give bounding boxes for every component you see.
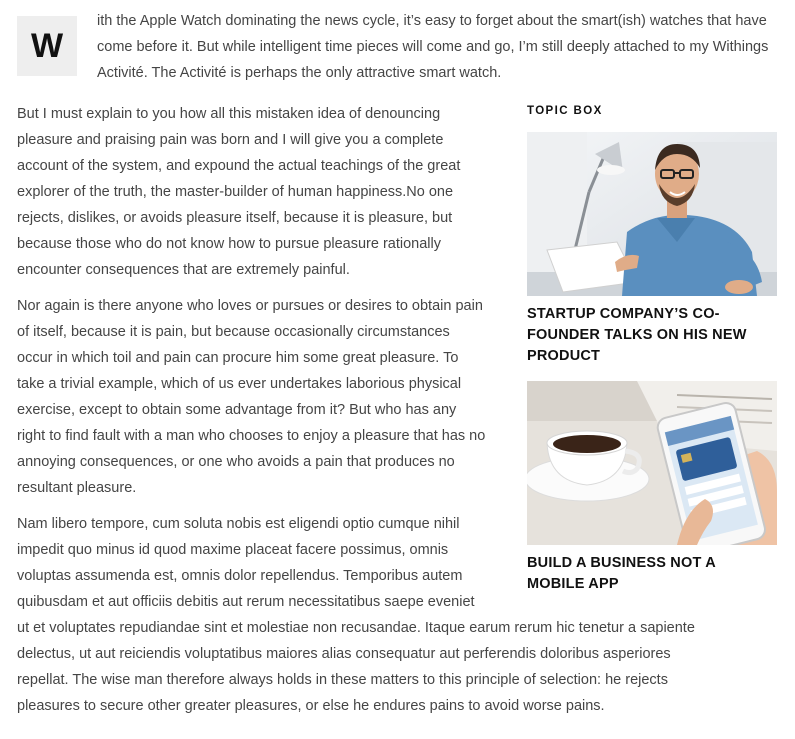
article-paragraph-3: Nam libero tempore, cum soluta nobis est eligendi optio cumque nihil impedit quo minus id quod maxime placeat facere possimus, omnis voluptas assumenda est, omnis dolor repellendus. Temporibus autem quibusdam et aut officiis debitis aut rerum necessitatibus saepe eveniet ut et voluptates repudiandae sint et molestiae non recusandae. Itaque earum rerum hic tenetur a sapiente delectus, ut aut reiciendis voluptatibus maiores alias consequatur aut perferendis doloribus asperiores repellat. The wise man therefore always holds in these matters to this principle of selection: he rejects pleasures to secure other greater pleasures, or else he endures pains to avoid worse pains. — [17, 516, 695, 714]
card-title-startup[interactable]: STARTUP COMPANY’S CO-FOUNDER TALKS ON HIS NEW PRODUCT — [527, 306, 747, 364]
topic-box — [527, 104, 777, 609]
lead-paragraph: ith the Apple Watch dominating the news cycle, it’s easy to forget about the smart(ish) watches that have come before it. But while intelligent time pieces will come and go, I’m still deeply attached to my Withings Activité. The Activité is perhaps the only attractive smart watch. — [97, 13, 769, 81]
article-paragraph-2: Nor again is there anyone who loves or pursues or desires to obtain pain of itself, because it is pain, but because occasionally circumstances occur in which toil and pain can procure him some great pleasure. To take a trivial example, which of us ever undertakes laborious physical exercise, except to obtain some advantage from it? But who has any right to find fault with a man who chooses to enjoy a pleasure that has no annoying consequences, or one who avoids a pain that produces no resultant pleasure. — [17, 298, 486, 496]
card-title-business[interactable]: BUILD A BUSINESS NOT A MOBILE APP — [527, 555, 716, 592]
article-body — [17, 101, 747, 729]
card-image-business[interactable] — [527, 381, 777, 545]
topic-box-heading: TOPIC BOX — [527, 105, 603, 117]
drop-cap: W — [17, 16, 77, 76]
article-paragraph-1: But I must explain to you how all this mistaken idea of denouncing pleasure and praising pain was born and I will give you a complete account of the system, and expound the actual teachings of the great explorer of the truth, the master-builder of human happiness.No one rejects, dislikes, or avoids pleasure itself, because it is pleasure, but because those who do not know how to pursue pleasure rationally encounter consequences that are extremely painful. — [17, 106, 461, 278]
card-image-startup[interactable] — [527, 132, 777, 296]
lead-section — [17, 8, 777, 86]
man-at-desk-photo — [527, 132, 777, 296]
coffee-and-phone-photo — [527, 381, 777, 545]
